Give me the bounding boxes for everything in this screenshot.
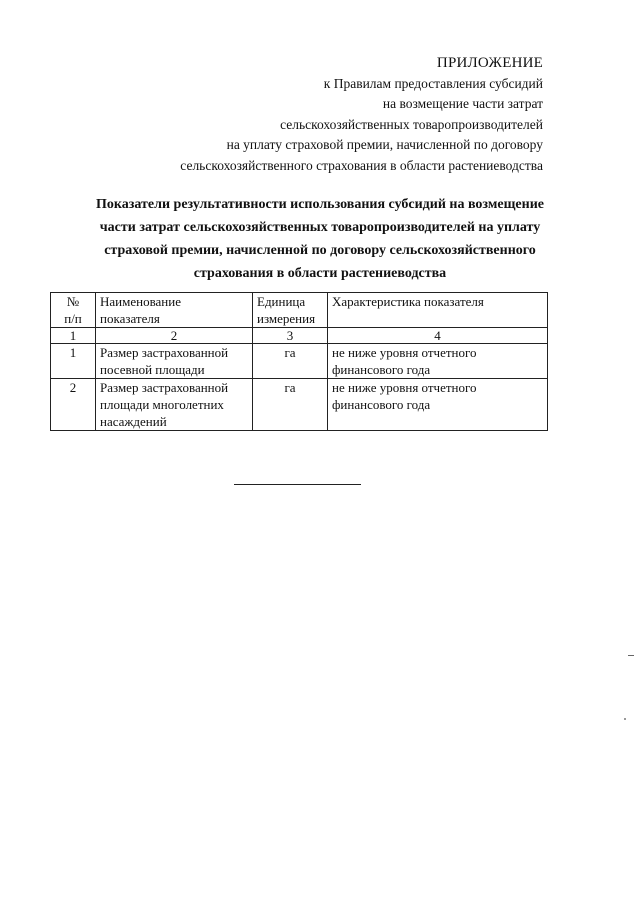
header-unit [253, 293, 328, 328]
appendix-line: на возмещение части затрат [382, 96, 543, 111]
appendix-line: сельскохозяйственных товаропроизводителей [280, 116, 543, 132]
title-line: Показатели результативности использования субсидий на возмещение [96, 197, 544, 212]
header-number [51, 293, 96, 328]
row-name-line: площади многолетних [100, 397, 224, 412]
document-title [55, 193, 585, 285]
table-row [51, 344, 548, 379]
indicators-table [50, 292, 548, 431]
appendix-line: на уплату страховой премии, начисленной по договору [226, 137, 543, 152]
row-name-line: Размер застрахованной [100, 345, 229, 360]
row-name [96, 344, 253, 379]
title-line: страховой премии, начисленной по договору сельскохозяйственного [104, 243, 536, 258]
header-text: п/п [64, 311, 82, 326]
header-text: измерения [257, 311, 316, 326]
row-characteristic-line: не ниже уровня отчетного [332, 345, 477, 360]
appendix-block [180, 53, 543, 176]
header-text: Характеристика показателя [332, 294, 484, 309]
row-name-line: насаждений [100, 414, 167, 429]
row-characteristic-line: финансового года [332, 362, 431, 377]
header-text: показателя [100, 311, 160, 326]
column-number: 3 [253, 328, 328, 344]
scan-edge-mark [628, 655, 634, 656]
row-number: 2 [51, 379, 96, 431]
scan-speck [624, 718, 626, 720]
appendix-heading: ПРИЛОЖЕНИЕ [436, 55, 543, 71]
row-characteristic [328, 344, 548, 379]
header-text: Наименование [100, 294, 181, 309]
header-text: № [66, 294, 80, 309]
header-name [96, 293, 253, 328]
column-number-row [51, 328, 548, 344]
row-unit: га [253, 344, 328, 379]
header-characteristic [328, 293, 548, 328]
row-characteristic-line: финансового года [332, 397, 431, 412]
closing-separator-line [234, 484, 361, 485]
appendix-line: к Правилам предоставления субсидий [323, 75, 543, 91]
table-header-row [51, 293, 548, 328]
row-characteristic [328, 379, 548, 431]
title-line: части затрат сельскохозяйственных товаропроизводителей на уплату [99, 220, 541, 235]
column-number: 1 [51, 328, 96, 344]
row-characteristic-line: не ниже уровня отчетного [332, 380, 477, 395]
row-name-line: Размер застрахованной [100, 380, 229, 395]
column-number: 2 [96, 328, 253, 344]
column-number: 4 [328, 328, 548, 344]
title-line: страхования в области растениеводства [193, 266, 447, 281]
table-row [51, 379, 548, 431]
row-number: 1 [51, 344, 96, 379]
row-unit: га [253, 379, 328, 431]
appendix-line: сельскохозяйственного страхования в области растениеводства [180, 157, 543, 173]
row-name [96, 379, 253, 431]
row-name-line: посевной площади [100, 362, 205, 377]
header-text: Единица [257, 294, 306, 309]
